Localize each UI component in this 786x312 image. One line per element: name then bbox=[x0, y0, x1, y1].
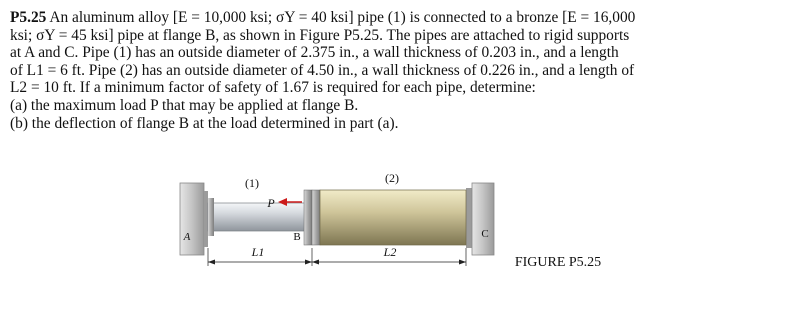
pipe-1 bbox=[208, 203, 308, 231]
support-a bbox=[180, 183, 204, 255]
dim-arrow-l2-right bbox=[459, 260, 466, 265]
problem-number: P5.25 bbox=[10, 9, 47, 26]
problem-line-2: ksi; σY = 45 ksi] pipe at flange B, as shown in Figure P5.25. The pipes are attached to rigid supports bbox=[10, 26, 630, 44]
load-label: P bbox=[267, 196, 275, 210]
support-c-label: C bbox=[481, 228, 489, 240]
problem-line-5: L2 = 10 ft. If a minimum factor of safety of 1.67 is required for each pipe, determine: bbox=[10, 79, 536, 97]
flange-b-right bbox=[312, 190, 320, 245]
support-c bbox=[472, 183, 494, 255]
flange-b-label: B bbox=[293, 231, 301, 243]
support-c-plate bbox=[466, 188, 472, 248]
support-a-plate bbox=[204, 191, 208, 247]
dim-arrow-l2-left bbox=[312, 260, 319, 265]
flange-b-left bbox=[304, 190, 312, 245]
pipe-2 bbox=[320, 190, 466, 245]
support-a-label: A bbox=[183, 231, 191, 243]
problem-line-7: (b) the deflection of flange B at the load determined in part (a). bbox=[10, 114, 399, 132]
dim-arrow-l1-left bbox=[208, 260, 215, 265]
length-2-label: L2 bbox=[383, 245, 397, 259]
problem-line-1: P5.25 An aluminum alloy [E = 10,000 ksi; σY = 40 ksi] pipe (1) is connected to a bronze [E = 16,000 bbox=[10, 9, 636, 26]
figure-caption: FIGURE P5.25 bbox=[514, 255, 602, 270]
pipe-2-label: (2) bbox=[385, 171, 399, 185]
problem-line-3: at A and C. Pipe (1) has an outside diameter of 2.375 in., a wall thickness of 0.203 in., and a length bbox=[10, 44, 619, 62]
problem-line-6: (a) the maximum load P that may be applied at flange B. bbox=[10, 96, 359, 114]
dim-arrow-l1-right bbox=[305, 260, 312, 265]
pipe-1-label: (1) bbox=[245, 176, 259, 190]
length-1-label: L1 bbox=[251, 245, 265, 259]
flange-a bbox=[208, 198, 214, 236]
problem-line-4: of L1 = 6 ft. Pipe (2) has an outside diameter of 4.50 in., a wall thickness of 0.226 in., and a length of bbox=[10, 61, 635, 79]
